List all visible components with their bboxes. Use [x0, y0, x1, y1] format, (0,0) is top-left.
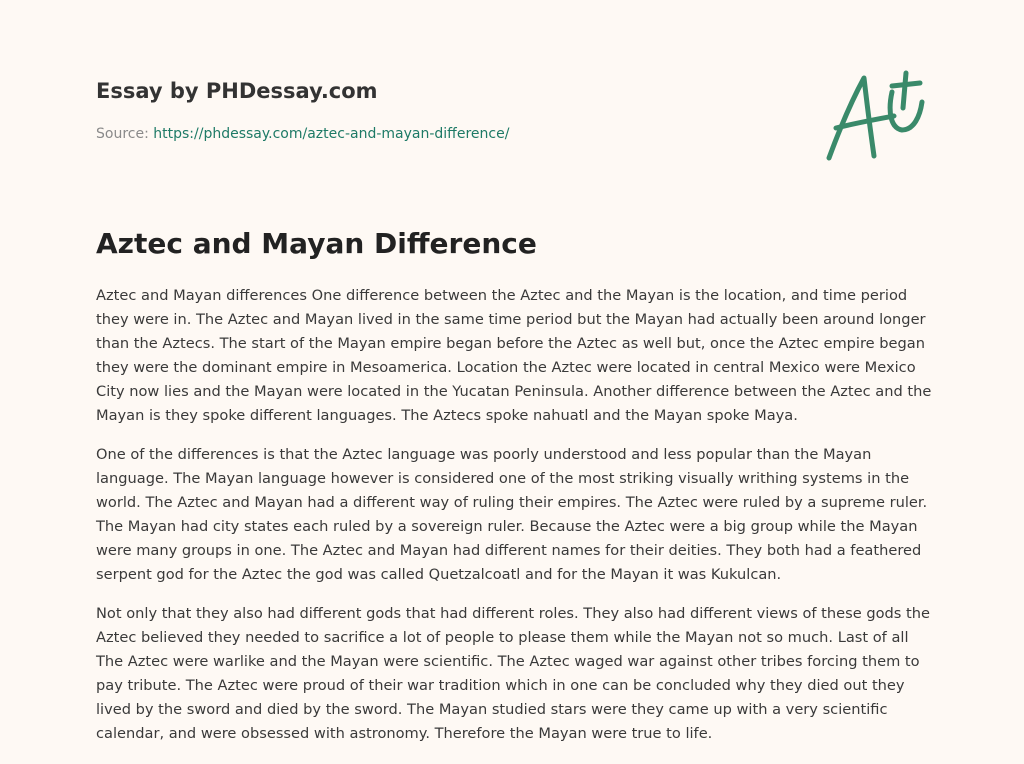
source-line — [96, 125, 796, 143]
essay-title: Aztec and Mayan Difference — [96, 227, 537, 260]
essay-paragraph: One of the differences is that the Aztec language was poorly understood and less popular than the Mayan language. The Mayan language however is considered one of the most striking visually writhing systems in the world. The Aztec and Mayan had a different way of ruling their empires. The Aztec were ruled by a supreme ruler. The Mayan had city states each ruled by a sovereign ruler. Because the Aztec were a big group while the Mayan were many groups in one. The Aztec and Mayan had different names for their deities. They both had a feathered serpent god for the Aztec the god was called Quetzalcoatl and for the Mayan it was Kukulcan. — [96, 446, 928, 583]
source-label: Source: — [96, 126, 154, 142]
essay-body — [96, 284, 936, 761]
essay-paragraph: Not only that they also had different gods that had different roles. They also had different views of these gods the Aztec believed they needed to sacrifice a lot of people to please them while the Mayan not so much. Last of all The Aztec were warlike and the Mayan were scientific. The Aztec waged war against other tribes forcing them to pay tribute. The Aztec were proud of their war tradition which in one can be concluded why they died out they lived by the sword and died by the sword. The Mayan studied stars were they came up with a very scientific calendar, and were obsessed with astronomy. Therefore the Mayan were true to life. — [96, 605, 930, 742]
a-plus-grade-icon — [822, 66, 930, 166]
site-title: Essay by PHDessay.com — [96, 79, 378, 103]
source-link[interactable]: https://phdessay.com/aztec-and-mayan-difference/ — [153, 126, 510, 142]
essay-paragraph: Aztec and Mayan differences One difference between the Aztec and the Mayan is the location, and time period they were in. The Aztec and Mayan lived in the same time period but the Mayan had actually been around longer than the Aztecs. The start of the Mayan empire began before the Aztec as well but, once the Aztec empire began they were the dominant empire in Mesoamerica. Location the Aztec were located in central Mexico were Mexico City now lies and the Mayan were located in the Yucatan Peninsula. Another difference between the Aztec and the Mayan is they spoke different languages. The Aztecs spoke nahuatl and the Mayan spoke Maya. — [96, 287, 932, 424]
page-header — [96, 78, 796, 143]
